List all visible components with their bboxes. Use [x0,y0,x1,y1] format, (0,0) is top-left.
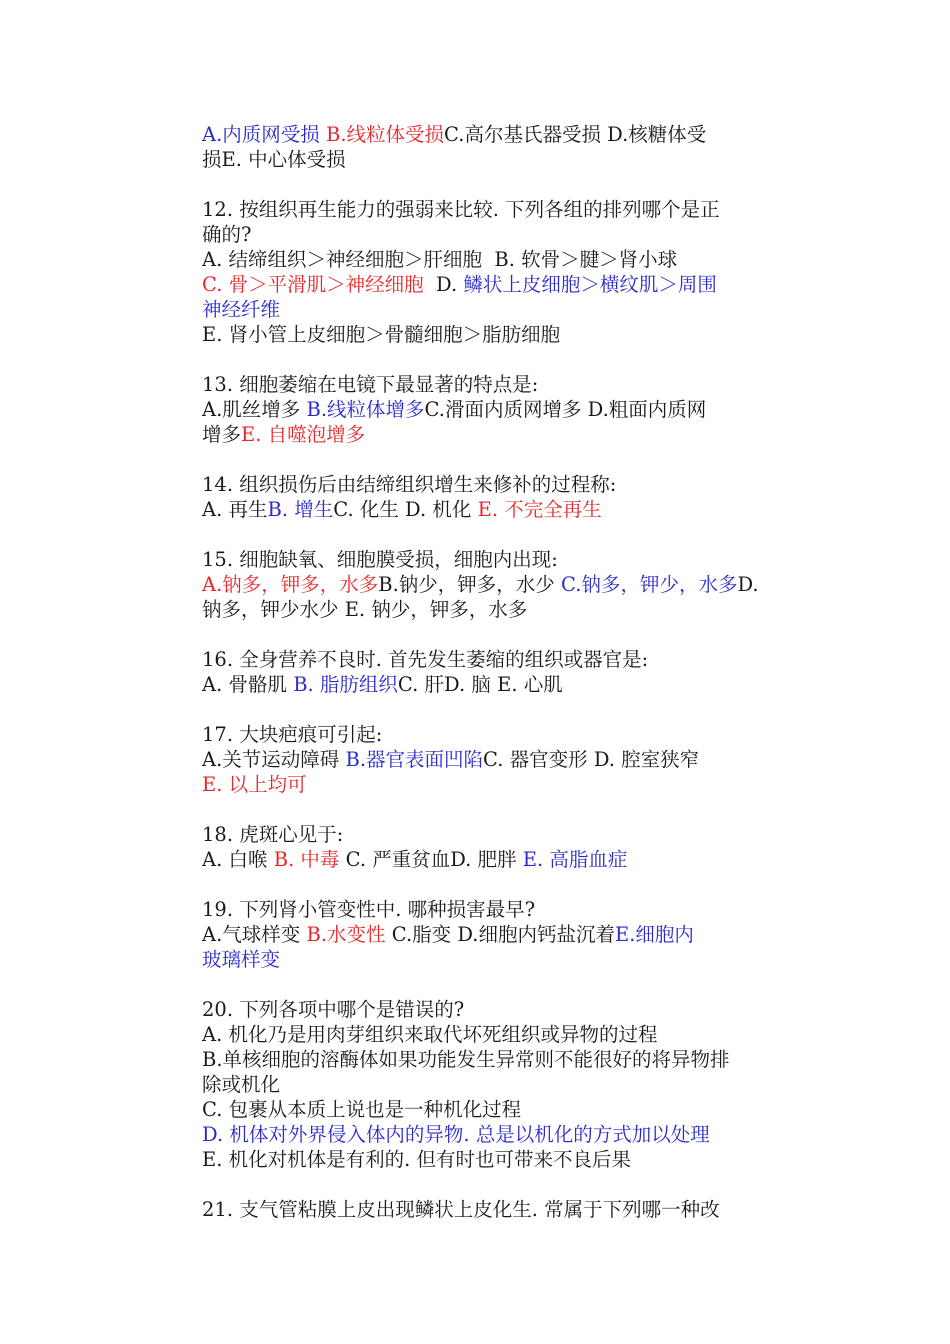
text-segment: A.气球样变 [202,923,307,946]
text-segment: C. 化生 D. 机化 [333,498,478,521]
text-segment: 神经纤维 [202,298,281,321]
text-segment: 增多 [202,423,242,446]
text-segment: C.高尔基氏器受损 D.核糖体受 [444,123,707,146]
text-line [202,472,812,497]
text-segment: B. 中毒 [273,848,340,871]
text-segment: A. 结缔组织＞神经细胞＞肝细胞 B. 软骨＞腱＞肾小球 [202,248,678,271]
question-block [202,997,812,1172]
text-segment: C. 器官变形 D. 腔室狭窄 [483,748,700,771]
text-segment: A.肌丝增多 [202,398,307,421]
text-segment: A. 机化乃是用肉芽组织来取代坏死组织或异物的过程 [202,1023,658,1046]
text-segment: B.钠少，钾多，水少 [378,573,562,596]
text-line [202,297,812,322]
text-segment: E.细胞内 [614,923,694,946]
text-line [202,1097,812,1122]
text-segment: B.线粒体增多 [306,398,425,421]
text-segment: A. 再生 [202,498,268,521]
text-line [202,1022,812,1047]
text-line [202,372,812,397]
text-line [202,122,812,147]
text-line [202,947,812,972]
text-line [202,1197,812,1222]
text-segment: D. 机体对外界侵入体内的异物. 总是以机化的方式加以处理 [202,1123,710,1146]
text-segment: C. 肝D. 脑 E. 心肌 [397,673,563,696]
text-line [202,747,812,772]
text-line [202,997,812,1022]
text-segment: 损E. 中心体受损 [202,148,346,171]
text-line [202,822,812,847]
text-line [202,322,812,347]
text-segment: C.滑面内质网增多 D.粗面内质网 [424,398,707,421]
text-segment: 玻璃样变 [202,948,281,971]
text-line [202,647,812,672]
text-segment: 15. 细胞缺氧、细胞膜受损，细胞内出现: [202,548,558,571]
text-segment: B.线粒体受损 [325,123,445,146]
text-line [202,422,812,447]
text-line [202,272,812,297]
question-block [202,897,812,972]
text-segment: 12. 按组织再生能力的强弱来比较. 下列各组的排列哪个是正 [202,198,720,221]
text-segment: E. 自噬泡增多 [241,423,366,446]
text-segment: 14. 组织损伤后由结缔组织增生来修补的过程称: [202,473,617,496]
document-body [202,122,812,1247]
text-line [202,247,812,272]
text-segment: 21. 支气管粘膜上皮出现鳞状上皮化生. 常属于下列哪一种改 [202,1198,720,1221]
text-segment: C. 骨＞平滑肌＞神经细胞 [202,273,424,296]
text-segment: B.单核细胞的溶酶体如果功能发生异常则不能很好的将异物排 [202,1048,730,1071]
text-segment: A.关节运动障碍 [202,748,346,771]
text-segment: A. 白喉 [202,848,274,871]
text-segment: 鳞状上皮细胞＞横纹肌＞周围 [463,273,717,296]
question-block [202,1197,812,1222]
text-segment: A.钠多，钾多，水多 [202,573,379,596]
text-segment: B. 增生 [267,498,334,521]
text-line [202,1072,812,1097]
text-line [202,922,812,947]
text-segment: E. 不完全再生 [477,498,602,521]
text-line [202,1047,812,1072]
text-line [202,597,812,622]
text-line [202,397,812,422]
question-block [202,722,812,797]
text-segment: E. 肾小管上皮细胞＞骨髓细胞＞脂肪细胞 [202,323,561,346]
text-segment: 18. 虎斑心见于: [202,823,344,846]
text-segment: D. [423,273,464,296]
text-segment: E. 高脂血症 [522,848,628,871]
question-block [202,122,812,172]
text-segment: B.水变性 [306,923,386,946]
text-segment: 16. 全身营养不良时. 首先发生萎缩的组织或器官是: [202,648,649,671]
text-segment: A. 骨骼肌 [202,673,294,696]
question-block [202,372,812,447]
text-line [202,772,812,797]
text-line [202,897,812,922]
question-block [202,547,812,622]
text-line [202,722,812,747]
text-line [202,222,812,247]
text-line [202,1147,812,1172]
text-segment: 20. 下列各项中哪个是错误的? [202,998,465,1021]
text-segment: 确的? [202,223,252,246]
text-line [202,672,812,697]
question-block [202,647,812,697]
text-segment: B.器官表面凹陷 [345,748,484,771]
text-segment: E. 以上均可 [202,773,307,796]
text-segment: C. 严重贫血D. 肥胖 [339,848,523,871]
question-block [202,822,812,872]
text-segment: 17. 大块疤痕可引起: [202,723,383,746]
text-line [202,197,812,222]
text-segment: 钠多，钾少水少 E. 钠少，钾多，水多 [202,598,528,621]
text-line [202,547,812,572]
text-line [202,847,812,872]
text-segment: D. [737,573,759,596]
text-line [202,147,812,172]
text-line [202,497,812,522]
text-segment: E. 机化对机体是有利的. 但有时也可带来不良后果 [202,1148,632,1171]
text-segment: 除或机化 [202,1073,281,1096]
text-line [202,1122,812,1147]
question-block [202,197,812,347]
text-segment: C.脂变 D.细胞内钙盐沉着 [385,923,615,946]
text-segment: A.内质网受损 [202,123,326,146]
text-line [202,572,812,597]
text-segment: B. 脂肪组织 [293,673,398,696]
question-block [202,472,812,522]
text-segment: C. 包裹从本质上说也是一种机化过程 [202,1098,522,1121]
text-segment: 13. 细胞萎缩在电镜下最显著的特点是: [202,373,539,396]
text-segment: 19. 下列肾小管变性中. 哪种损害最早? [202,898,536,921]
text-segment: C.钠多，钾少，水多 [561,573,738,596]
